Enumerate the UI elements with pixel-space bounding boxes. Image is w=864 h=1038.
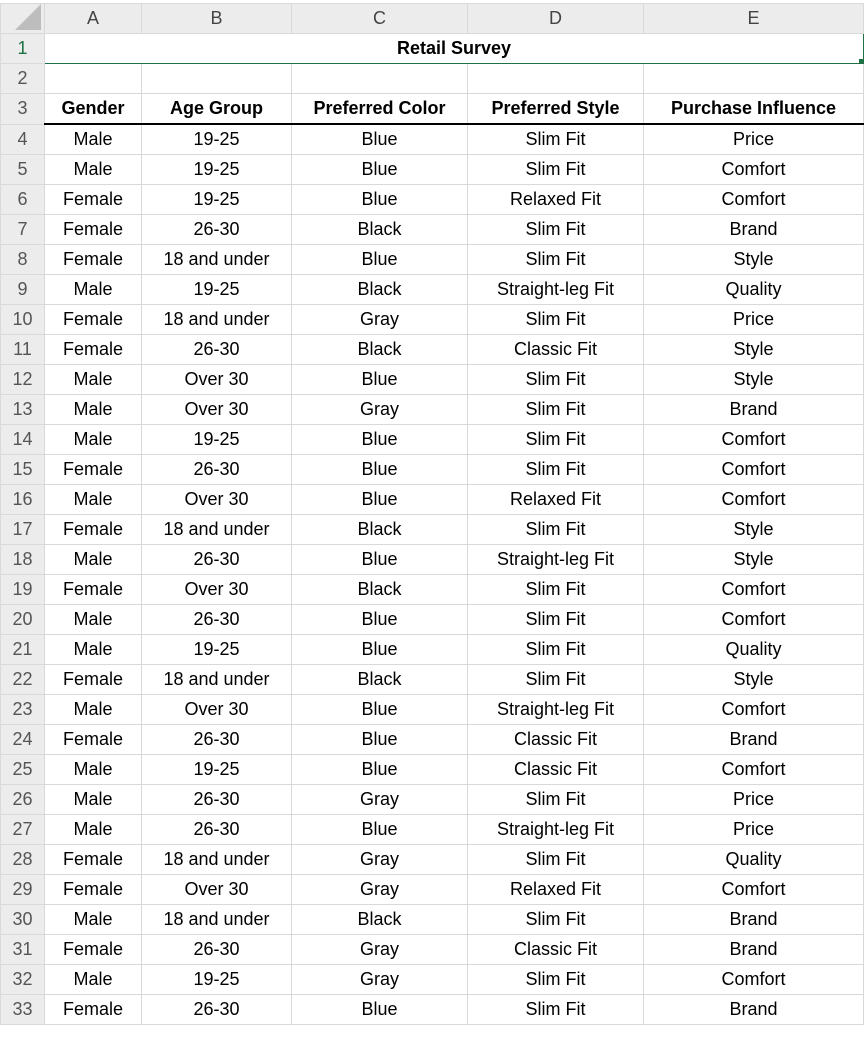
table-row	[1, 185, 864, 215]
data-cell[interactable]: Over 30	[142, 395, 292, 425]
data-cell[interactable]: Comfort	[644, 185, 864, 215]
data-cell[interactable]: 26-30	[142, 935, 292, 965]
data-cell[interactable]: Brand	[644, 995, 864, 1025]
data-cell[interactable]: Blue	[292, 725, 468, 755]
data-cell[interactable]: Male	[45, 155, 142, 185]
data-cell[interactable]: Comfort	[644, 695, 864, 725]
row-header[interactable]: 28	[1, 845, 45, 875]
data-cell[interactable]: Slim Fit	[468, 605, 644, 635]
data-cell[interactable]: Straight-leg Fit	[468, 275, 644, 305]
row-header[interactable]: 25	[1, 755, 45, 785]
data-cell[interactable]: Slim Fit	[468, 245, 644, 275]
data-cell[interactable]: Brand	[644, 725, 864, 755]
data-cell[interactable]: Slim Fit	[468, 785, 644, 815]
data-cell[interactable]: Gray	[292, 785, 468, 815]
row-header[interactable]: 10	[1, 305, 45, 335]
data-cell[interactable]: Comfort	[644, 485, 864, 515]
data-cell[interactable]: Classic Fit	[468, 725, 644, 755]
row-header[interactable]: 26	[1, 785, 45, 815]
table-row	[1, 785, 864, 815]
row-header[interactable]: 7	[1, 215, 45, 245]
data-cell[interactable]: Comfort	[644, 455, 864, 485]
data-cell[interactable]: Quality	[644, 275, 864, 305]
data-cell[interactable]: Black	[292, 215, 468, 245]
data-cell[interactable]: Male	[45, 605, 142, 635]
row-header[interactable]: 5	[1, 155, 45, 185]
data-cell[interactable]: Comfort	[644, 755, 864, 785]
data-cell[interactable]: Gray	[292, 875, 468, 905]
data-cell[interactable]: Blue	[292, 245, 468, 275]
data-cell[interactable]: Slim Fit	[468, 515, 644, 545]
data-cell[interactable]: Comfort	[644, 875, 864, 905]
table-row	[1, 905, 864, 935]
data-cell[interactable]: Slim Fit	[468, 635, 644, 665]
empty-cell[interactable]	[468, 64, 644, 94]
table-row	[1, 665, 864, 695]
data-cell[interactable]: Blue	[292, 995, 468, 1025]
table-row	[1, 755, 864, 785]
sheet-grid	[0, 3, 864, 1025]
table-row	[1, 395, 864, 425]
data-cell[interactable]: Slim Fit	[468, 575, 644, 605]
data-cell[interactable]: Slim Fit	[468, 365, 644, 395]
data-cell[interactable]: Slim Fit	[468, 455, 644, 485]
data-cell[interactable]: Brand	[644, 215, 864, 245]
header-row	[1, 94, 864, 125]
column-header-d[interactable]: D	[468, 4, 644, 34]
data-cell[interactable]: Comfort	[644, 425, 864, 455]
data-cell[interactable]: Over 30	[142, 875, 292, 905]
row-header[interactable]: 27	[1, 815, 45, 845]
row-header[interactable]: 2	[1, 64, 45, 94]
data-cell[interactable]: 19-25	[142, 755, 292, 785]
data-cell[interactable]: 26-30	[142, 605, 292, 635]
data-cell[interactable]: Male	[45, 485, 142, 515]
data-cell[interactable]: Blue	[292, 695, 468, 725]
data-cell[interactable]: Slim Fit	[468, 305, 644, 335]
row-header[interactable]: 9	[1, 275, 45, 305]
table-row	[1, 335, 864, 365]
table-row	[1, 725, 864, 755]
table-row	[1, 455, 864, 485]
data-cell[interactable]: Over 30	[142, 365, 292, 395]
column-title-cell[interactable]: Preferred Color	[292, 94, 468, 125]
data-cell[interactable]: Style	[644, 365, 864, 395]
data-cell[interactable]: 19-25	[142, 965, 292, 995]
row-header[interactable]: 3	[1, 94, 45, 125]
data-cell[interactable]: Quality	[644, 635, 864, 665]
data-cell[interactable]: Female	[45, 305, 142, 335]
data-cell[interactable]: Straight-leg Fit	[468, 545, 644, 575]
data-cell[interactable]: Style	[644, 515, 864, 545]
data-cell[interactable]: Black	[292, 575, 468, 605]
data-cell[interactable]: Male	[45, 785, 142, 815]
table-row	[1, 995, 864, 1025]
data-cell[interactable]: Male	[45, 545, 142, 575]
data-cell[interactable]: Straight-leg Fit	[468, 695, 644, 725]
data-cell[interactable]: Slim Fit	[468, 965, 644, 995]
data-cell[interactable]: Quality	[644, 845, 864, 875]
column-header-b[interactable]: B	[142, 4, 292, 34]
data-cell[interactable]: 18 and under	[142, 845, 292, 875]
data-cell[interactable]: Comfort	[644, 155, 864, 185]
table-row	[1, 695, 864, 725]
row-header[interactable]: 32	[1, 965, 45, 995]
data-cell[interactable]: Blue	[292, 455, 468, 485]
row-header[interactable]: 22	[1, 665, 45, 695]
table-row	[1, 965, 864, 995]
table-row	[1, 635, 864, 665]
data-cell[interactable]: Slim Fit	[468, 425, 644, 455]
column-title-cell[interactable]: Purchase Influence	[644, 94, 864, 125]
data-cell[interactable]: Male	[45, 695, 142, 725]
table-row	[1, 875, 864, 905]
data-cell[interactable]: Black	[292, 275, 468, 305]
data-cell[interactable]: Over 30	[142, 575, 292, 605]
table-row	[1, 935, 864, 965]
column-header-e[interactable]: E	[644, 4, 864, 34]
data-cell[interactable]: Comfort	[644, 575, 864, 605]
table-row	[1, 275, 864, 305]
data-cell[interactable]: Relaxed Fit	[468, 185, 644, 215]
data-cell[interactable]: Classic Fit	[468, 335, 644, 365]
data-cell[interactable]: Gray	[292, 395, 468, 425]
empty-cell[interactable]	[142, 64, 292, 94]
table-row	[1, 515, 864, 545]
row-header[interactable]: 23	[1, 695, 45, 725]
row-header[interactable]: 6	[1, 185, 45, 215]
data-cell[interactable]: Slim Fit	[468, 155, 644, 185]
data-cell[interactable]: 26-30	[142, 545, 292, 575]
data-cell[interactable]: Female	[45, 185, 142, 215]
data-cell[interactable]: Blue	[292, 635, 468, 665]
table-row	[1, 575, 864, 605]
column-header-a[interactable]: A	[45, 4, 142, 34]
row-header[interactable]: 12	[1, 365, 45, 395]
data-cell[interactable]: Slim Fit	[468, 124, 644, 155]
data-cell[interactable]: Black	[292, 905, 468, 935]
data-cell[interactable]: Female	[45, 845, 142, 875]
row-header[interactable]: 21	[1, 635, 45, 665]
data-cell[interactable]: Male	[45, 124, 142, 155]
column-header-c[interactable]: C	[292, 4, 468, 34]
data-cell[interactable]: 26-30	[142, 215, 292, 245]
row-header[interactable]: 30	[1, 905, 45, 935]
data-cell[interactable]: Female	[45, 215, 142, 245]
data-cell[interactable]: Blue	[292, 124, 468, 155]
row-header[interactable]: 1	[1, 34, 45, 64]
data-cell[interactable]: Blue	[292, 485, 468, 515]
data-cell[interactable]: Slim Fit	[468, 395, 644, 425]
row-header[interactable]: 29	[1, 875, 45, 905]
title-cell[interactable]: Retail Survey	[45, 34, 864, 64]
data-cell[interactable]: Price	[644, 124, 864, 155]
row-header[interactable]: 17	[1, 515, 45, 545]
row-header[interactable]: 19	[1, 575, 45, 605]
row-header[interactable]: 20	[1, 605, 45, 635]
data-cell[interactable]: Relaxed Fit	[468, 485, 644, 515]
data-cell[interactable]: 26-30	[142, 335, 292, 365]
data-cell[interactable]: Female	[45, 335, 142, 365]
column-title-cell[interactable]: Gender	[45, 94, 142, 125]
data-cell[interactable]: Gray	[292, 305, 468, 335]
data-cell[interactable]: 26-30	[142, 815, 292, 845]
select-all-corner[interactable]	[1, 4, 45, 34]
empty-cell[interactable]	[644, 64, 864, 94]
data-cell[interactable]: Male	[45, 395, 142, 425]
data-cell[interactable]: Slim Fit	[468, 215, 644, 245]
row-header[interactable]: 11	[1, 335, 45, 365]
data-cell[interactable]: Male	[45, 425, 142, 455]
table-row	[1, 305, 864, 335]
fill-handle[interactable]	[858, 58, 864, 64]
data-cell[interactable]: Male	[45, 755, 142, 785]
data-cell[interactable]: Brand	[644, 905, 864, 935]
row-header[interactable]: 14	[1, 425, 45, 455]
data-cell[interactable]: Male	[45, 815, 142, 845]
row-header[interactable]: 4	[1, 124, 45, 155]
data-cell[interactable]: Gray	[292, 935, 468, 965]
data-cell[interactable]: Over 30	[142, 485, 292, 515]
data-cell[interactable]: Blue	[292, 755, 468, 785]
table-row	[1, 545, 864, 575]
empty-cell[interactable]	[45, 64, 142, 94]
data-cell[interactable]: Price	[644, 815, 864, 845]
data-cell[interactable]: Female	[45, 995, 142, 1025]
data-cell[interactable]: Gray	[292, 965, 468, 995]
data-cell[interactable]: 19-25	[142, 275, 292, 305]
column-title-cell[interactable]: Age Group	[142, 94, 292, 125]
data-cell[interactable]: Male	[45, 965, 142, 995]
data-cell[interactable]: Gray	[292, 845, 468, 875]
table-row	[1, 155, 864, 185]
data-cell[interactable]: 26-30	[142, 785, 292, 815]
data-cell[interactable]: Slim Fit	[468, 905, 644, 935]
data-cell[interactable]: Female	[45, 575, 142, 605]
table-row	[1, 245, 864, 275]
table-row	[1, 485, 864, 515]
data-cell[interactable]: Black	[292, 515, 468, 545]
data-cell[interactable]: 26-30	[142, 995, 292, 1025]
data-cell[interactable]: Female	[45, 935, 142, 965]
data-cell[interactable]: Style	[644, 545, 864, 575]
data-cell[interactable]: Blue	[292, 365, 468, 395]
data-cell[interactable]: 19-25	[142, 185, 292, 215]
row-header[interactable]: 31	[1, 935, 45, 965]
sheet-row	[1, 64, 864, 94]
table-row	[1, 815, 864, 845]
data-cell[interactable]: Male	[45, 905, 142, 935]
column-header-row	[1, 4, 864, 34]
table-row	[1, 215, 864, 245]
data-cell[interactable]: Straight-leg Fit	[468, 815, 644, 845]
data-cell[interactable]: Price	[644, 785, 864, 815]
data-cell[interactable]: Slim Fit	[468, 995, 644, 1025]
data-cell[interactable]: 18 and under	[142, 515, 292, 545]
data-cell[interactable]: 18 and under	[142, 665, 292, 695]
data-cell[interactable]: Female	[45, 875, 142, 905]
data-cell[interactable]: Blue	[292, 545, 468, 575]
data-cell[interactable]: Over 30	[142, 695, 292, 725]
data-cell[interactable]: 26-30	[142, 455, 292, 485]
data-cell[interactable]: 18 and under	[142, 305, 292, 335]
data-cell[interactable]: Blue	[292, 155, 468, 185]
data-cell[interactable]: 19-25	[142, 124, 292, 155]
data-cell[interactable]: Male	[45, 365, 142, 395]
data-cell[interactable]: Blue	[292, 605, 468, 635]
row-header[interactable]: 24	[1, 725, 45, 755]
data-cell[interactable]: 19-25	[142, 155, 292, 185]
empty-cell[interactable]	[292, 64, 468, 94]
row-header[interactable]: 16	[1, 485, 45, 515]
data-cell[interactable]: 19-25	[142, 425, 292, 455]
data-cell[interactable]: Relaxed Fit	[468, 875, 644, 905]
data-cell[interactable]: 18 and under	[142, 905, 292, 935]
sheet-row	[1, 34, 864, 64]
data-cell[interactable]: Male	[45, 635, 142, 665]
data-cell[interactable]: Black	[292, 335, 468, 365]
data-cell[interactable]: Female	[45, 515, 142, 545]
data-cell[interactable]: Female	[45, 455, 142, 485]
table-row	[1, 845, 864, 875]
table-row	[1, 605, 864, 635]
data-cell[interactable]: 19-25	[142, 635, 292, 665]
data-cell[interactable]: Style	[644, 245, 864, 275]
data-cell[interactable]: Style	[644, 665, 864, 695]
row-header[interactable]: 18	[1, 545, 45, 575]
data-cell[interactable]: Classic Fit	[468, 755, 644, 785]
data-cell[interactable]: Comfort	[644, 605, 864, 635]
data-cell[interactable]: Style	[644, 335, 864, 365]
data-cell[interactable]: 18 and under	[142, 245, 292, 275]
data-cell[interactable]: Male	[45, 275, 142, 305]
column-title-cell[interactable]: Preferred Style	[468, 94, 644, 125]
data-cell[interactable]: Black	[292, 665, 468, 695]
data-cell[interactable]: Brand	[644, 935, 864, 965]
data-cell[interactable]: Female	[45, 245, 142, 275]
table-row	[1, 124, 864, 155]
data-cell[interactable]: Price	[644, 305, 864, 335]
data-cell[interactable]: Blue	[292, 185, 468, 215]
row-header[interactable]: 15	[1, 455, 45, 485]
data-cell[interactable]: Blue	[292, 815, 468, 845]
data-cell[interactable]: Brand	[644, 395, 864, 425]
row-header[interactable]: 13	[1, 395, 45, 425]
data-cell[interactable]: Comfort	[644, 965, 864, 995]
row-header[interactable]: 8	[1, 245, 45, 275]
select-all-triangle-icon	[15, 4, 41, 30]
data-cell[interactable]: Slim Fit	[468, 845, 644, 875]
data-cell[interactable]: Blue	[292, 425, 468, 455]
table-row	[1, 365, 864, 395]
data-cell[interactable]: 26-30	[142, 725, 292, 755]
data-cell[interactable]: Slim Fit	[468, 665, 644, 695]
data-cell[interactable]: Female	[45, 725, 142, 755]
data-cell[interactable]: Classic Fit	[468, 935, 644, 965]
row-header[interactable]: 33	[1, 995, 45, 1025]
table-row	[1, 425, 864, 455]
data-cell[interactable]: Female	[45, 665, 142, 695]
